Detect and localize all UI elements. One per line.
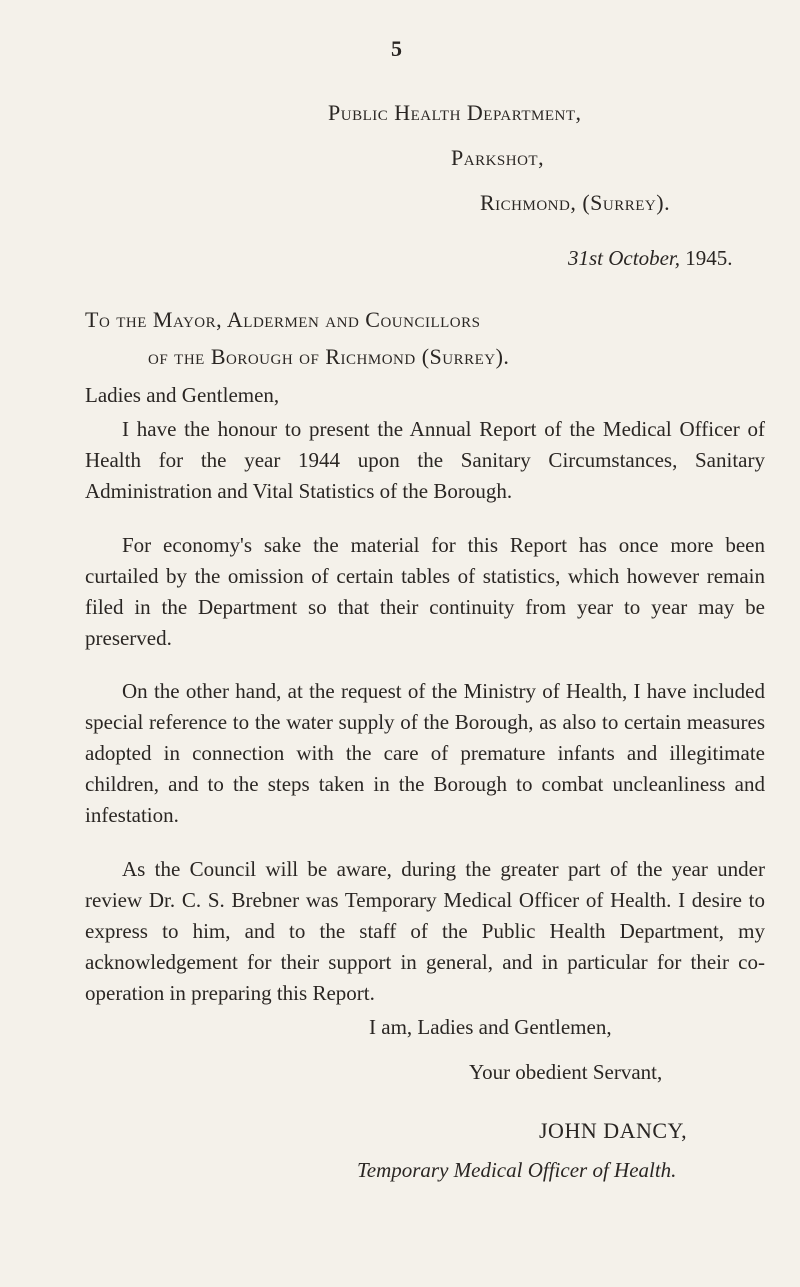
signature-title: Temporary Medical Officer of Health. [357,1158,677,1182]
date-day: 31st October, [568,246,680,270]
letter-date [568,246,733,271]
paragraph-3: On the other hand, at the request of the Ministry of Health, I have included special reference to the water supply of the Borough, as also to certain measures adopted in connection with the care of premature infants and illegitimate children, and to the steps taken in the Borough to combat uncleanliness and infestation. [85,679,765,827]
paragraph-4: As the Council will be aware, during the greater part of the year under review Dr. C. S. Brebner was Temporary Medical Officer of Health. I desire to express to him, and to the staff of the Public Health Department, my acknowledgement for their support in general, and in particular for their co-operation in preparing this Report. [85,857,765,1005]
address-line-2: Parkshot, [451,145,545,170]
address-line-3: Richmond, (Surrey). [480,190,671,215]
addressee-line-2: of the Borough of Richmond (Surrey). [148,344,510,369]
paragraph-1: I have the honour to present the Annual Report of the Medical Officer of Health for the year 1944 upon the Sanitary Circumstances, Sanitary Administration and Vital Statistics of the Borough. [85,417,765,503]
addressee-line-1: To the Mayor, Aldermen and Councillors [85,307,481,332]
paragraph-2: For economy's sake the material for this Report has once more been curtailed by the omission of certain tables of statistics, which however remain filed in the Department so that their continuity from year to year may be preserved. [85,533,765,650]
signature-name: JOHN DANCY, [539,1118,688,1143]
closing-line-2: Your obedient Servant, [469,1060,663,1084]
address-line-1: Public Health Department, [328,100,582,125]
date-year: 1945. [685,246,733,270]
salutation: Ladies and Gentlemen, [85,383,280,407]
page-number: 5 [391,36,402,61]
closing-line-1: I am, Ladies and Gentlemen, [369,1015,612,1039]
